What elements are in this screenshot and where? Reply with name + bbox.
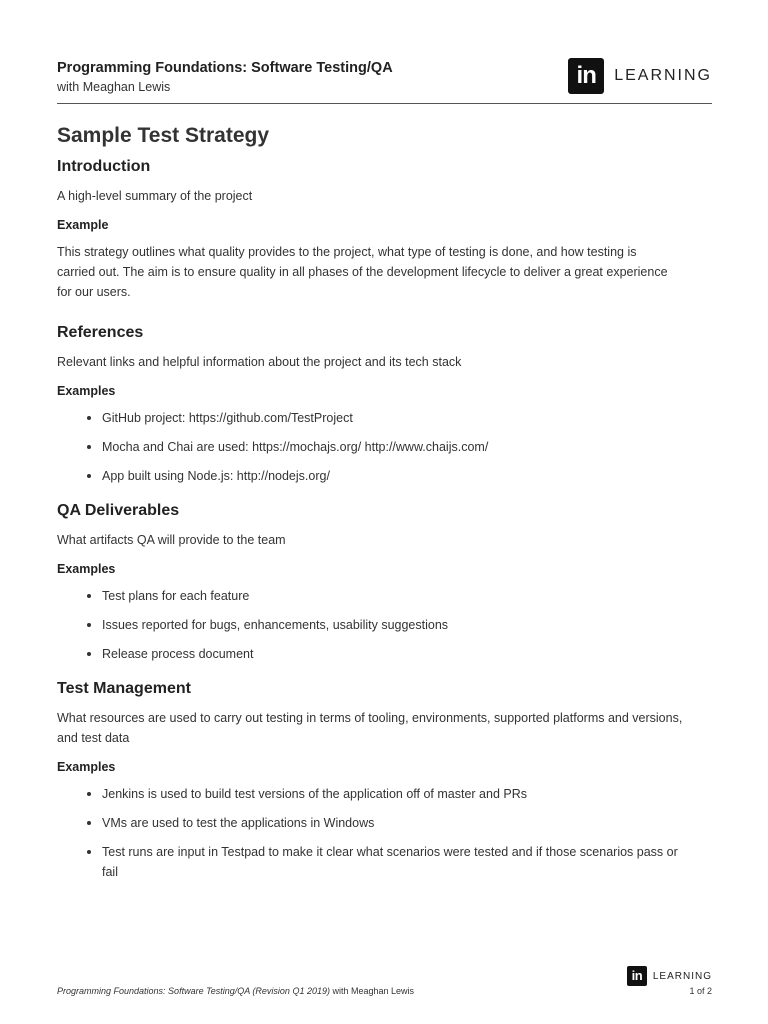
linkedin-icon: in [568, 58, 604, 94]
list-item: GitHub project: https://github.com/TestProject [87, 408, 697, 428]
list-item: Issues reported for bugs, enhancements, usability suggestions [87, 615, 697, 635]
section-qa-deliverables [57, 502, 697, 664]
document-body [57, 124, 697, 898]
section-description: Relevant links and helpful information about the project and its tech stack [57, 355, 462, 369]
brand-word: LEARNING [652, 970, 712, 982]
list-item: VMs are used to test the applications in Windows [87, 813, 697, 833]
course-author: with Meaghan Lewis [57, 80, 171, 94]
footer-author: with Meaghan Lewis [329, 986, 415, 996]
section-heading: Test Management [57, 680, 191, 697]
section-label: Examples [57, 760, 116, 774]
page-title: Sample Test Strategy [57, 124, 270, 147]
bullet-list [87, 408, 697, 486]
section-description: What resources are used to carry out testing in terms of tooling, environments, supported platforms and versions, and test data [57, 711, 683, 745]
list-item: Release process document [87, 644, 697, 664]
footer-citation [57, 986, 414, 996]
section-label: Examples [57, 384, 116, 398]
section-heading: QA Deliverables [57, 502, 180, 519]
page-header [57, 58, 712, 104]
page-number: 1 of 2 [689, 986, 712, 996]
list-item: Test plans for each feature [87, 586, 697, 606]
list-item: Mocha and Chai are used: https://mochajs.org/ http://www.chaijs.com/ [87, 437, 697, 457]
section-references [57, 324, 697, 486]
course-title: Programming Foundations: Software Testing/QA [57, 60, 393, 76]
section-label: Examples [57, 562, 116, 576]
section-description: A high-level summary of the project [57, 189, 253, 203]
section-description: What artifacts QA will provide to the team [57, 533, 286, 547]
section-heading: Introduction [57, 158, 151, 175]
page-footer [57, 966, 712, 1002]
section-test-management [57, 680, 697, 882]
brand-word: LEARNING [614, 67, 712, 84]
footer-linkedin-learning-logo [627, 966, 712, 986]
linkedin-icon: in [627, 966, 647, 986]
linkedin-learning-logo [568, 58, 712, 94]
bullet-list [87, 784, 697, 882]
section-body: This strategy outlines what quality provides to the project, what type of testing is done, and how testing is carried out. The aim is to ensure quality in all phases of the development lifecycle to deliver a great experience for our users. [57, 245, 668, 299]
list-item: App built using Node.js: http://nodejs.org/ [87, 466, 697, 486]
footer-course-title: Programming Foundations: Software Testing/QA (Revision Q1 2019) [57, 986, 330, 996]
section-label: Example [57, 218, 109, 232]
bullet-list [87, 586, 697, 664]
section-heading: References [57, 324, 144, 341]
list-item: Test runs are input in Testpad to make it clear what scenarios were tested and if those scenarios pass or fail [87, 842, 697, 882]
section-introduction [57, 158, 697, 302]
list-item: Jenkins is used to build test versions of the application off of master and PRs [87, 784, 697, 804]
